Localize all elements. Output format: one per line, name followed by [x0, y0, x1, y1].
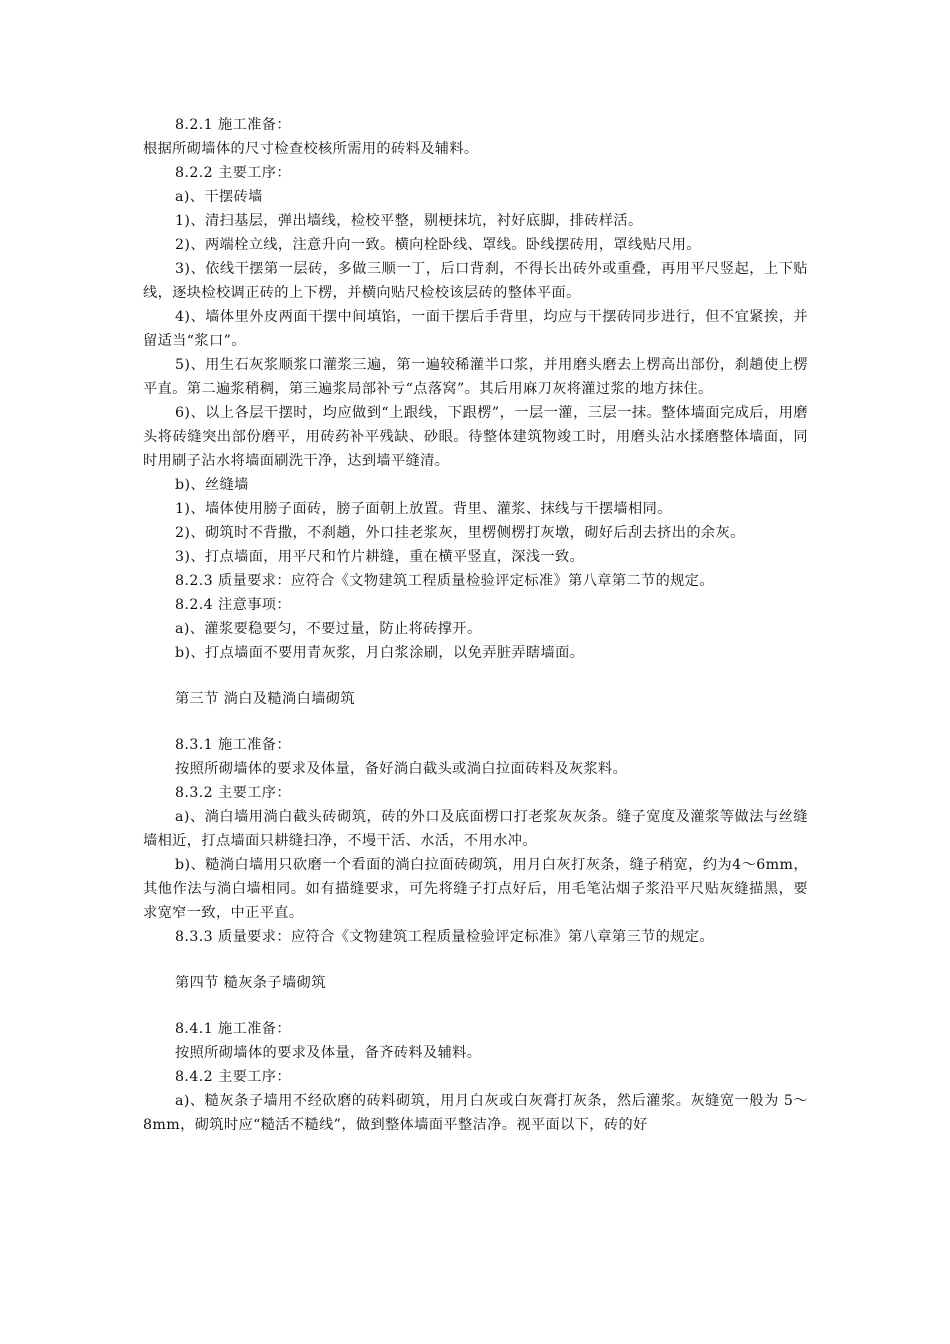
section-4-title: 第四节 糙灰条子墙砌筑: [175, 975, 326, 991]
section-8-2-2-heading: 8.2.2 主要工序：: [175, 165, 291, 181]
paragraph-8-3-1-body: 按照所砌墙体的要求及体量，备好淌白截头或淌白拉面砖料及灰浆料。: [175, 761, 628, 777]
paragraph-8-3-2-b: b)、糙淌白墙用只砍磨一个看面的淌白拉面砖砌筑，用月白灰打灰条，缝子稍宽，约为4～6mm，其他作法与淌白墙相同。如有描缝要求，可先将缝子打点好后，用毛笔沾烟子浆沿平尺贴灰缝描黑，要求宽窄一致，中正平直。: [143, 857, 808, 921]
paragraph-a-5: 5)、用生石灰浆顺浆口灌浆三遍，第一遍较稀灌半口浆，并用磨头磨去上楞高出部份，刹趟使上楞平直。第二遍浆稍稠，第三遍浆局部补亏“点落窝”。其后用麻刀灰将灌过浆的地方抹住。: [143, 357, 808, 397]
paragraph-a-3: 3)、依线干摆第一层砖，多做三顺一丁，后口背刹，不得长出砖外或重叠，再用平尺竖起，上下贴线，逐块检校调正砖的上下楞，并横向贴尺检校该层砖的整体平面。: [143, 261, 808, 301]
section-8-3-1-heading: 8.3.1 施工准备：: [175, 737, 291, 753]
paragraph-b-2: 2)、砌筑时不背撒，不刹趟，外口挂老浆灰，里楞侧楞打灰墩，砌好后刮去挤出的余灰。: [175, 525, 745, 541]
section-8-4-1-heading: 8.4.1 施工准备：: [175, 1021, 291, 1037]
item-a-heading: a)、干摆砖墙: [175, 189, 263, 205]
paragraph-8-4-2-a: a)、糙灰条子墙用不经砍磨的砖料砌筑，用月白灰或白灰膏打灰条，然后灌浆。灰缝宽一般为 5～8mm，砌筑时应“糙活不糙线”，做到整体墙面平整洁净。视平面以下，砖的好: [143, 1093, 808, 1133]
section-8-2-4-heading: 8.2.4 注意事项：: [175, 597, 291, 613]
paragraph-b-3: 3)、打点墙面，用平尺和竹片耕缝，重在横平竖直，深浅一致。: [175, 549, 585, 565]
section-8-4-2-heading: 8.4.2 主要工序：: [175, 1069, 291, 1085]
paragraph-a-6: 6)、以上各层干摆时，均应做到“上跟线，下跟楞”，一层一灌，三层一抹。整体墙面完成后，用磨头将砖缝突出部份磨平，用砖药补平残缺、砂眼。待整体建筑物竣工时，用磨头沾水揉磨整体墙面，同时用刷子沾水将墙面刷洗干净，达到墙平缝清。: [143, 405, 808, 469]
paragraph-a-4: 4)、墙体里外皮两面干摆中间填馅，一面干摆后手背里，均应与干摆砖同步进行，但不宜紧挨，并留适当“浆口”。: [143, 309, 808, 349]
note-a: a)、灌浆要稳要匀，不要过量，防止将砖撑开。: [175, 621, 482, 637]
paragraph-8-3-2-a: a)、淌白墙用淌白截头砖砌筑，砖的外口及底面楞口打老浆灰灰条。缝子宽度及灌浆等做法与丝缝墙相近，打点墙面只耕缝扫净，不墁干活、水活，不用水冲。: [143, 809, 808, 849]
paragraph-a-1: 1)、清扫基层，弹出墙线，检校平整，剔梗抹坑，衬好底脚，排砖样活。: [175, 213, 643, 229]
paragraph-a-2: 2)、两端栓立线，注意升向一致。横向栓卧线、罩线。卧线摆砖用，罩线贴尺用。: [175, 237, 701, 253]
section-8-3-3: 8.3.3 质量要求：应符合《文物建筑工程质量检验评定标准》第八章第三节的规定。: [175, 929, 714, 945]
item-b-heading: b)、丝缝墙: [175, 477, 249, 493]
document-page: [143, 113, 808, 1137]
section-3-title: 第三节 淌白及糙淌白墙砌筑: [175, 691, 355, 707]
paragraph-b-1: 1)、墙体使用膀子面砖，膀子面朝上放置。背里、灌浆、抹线与干摆墙相同。: [175, 501, 672, 517]
note-b: b)、打点墙面不要用青灰浆，月白浆涂刷，以免弄脏弄瞎墙面。: [175, 645, 585, 661]
section-8-2-3: 8.2.3 质量要求：应符合《文物建筑工程质量检验评定标准》第八章第二节的规定。: [175, 573, 714, 589]
paragraph-8-2-1-body: 根据所砌墙体的尺寸检查校核所需用的砖料及辅料。: [143, 141, 479, 157]
section-8-2-1-heading: 8.2.1 施工准备：: [175, 117, 291, 133]
paragraph-8-4-1-body: 按照所砌墙体的要求及体量，备齐砖料及辅料。: [175, 1045, 482, 1061]
section-8-3-2-heading: 8.3.2 主要工序：: [175, 785, 291, 801]
